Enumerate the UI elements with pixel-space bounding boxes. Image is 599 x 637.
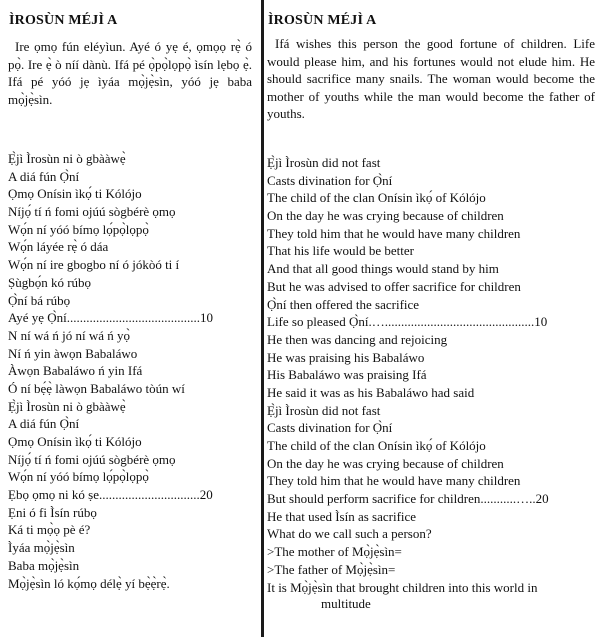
yoruba-verses	[8, 150, 258, 592]
verse-line: >The mother of Mọ̀jẹ̀sìn=	[267, 544, 402, 560]
verse-line: Ẹ̀jì Ìrosùn did not fast	[267, 402, 381, 418]
verse-line: They told him that he would have many children	[267, 225, 521, 241]
verse-line: A diá fún Ọ̀ní	[8, 168, 80, 184]
verse-line: What do we call such a person?	[267, 526, 432, 542]
verse-line: The child of the clan Onísin ìkọ́ of Kólójo	[267, 190, 486, 206]
verse-line: The child of the clan Onísin ìkọ́ of Kólójo	[267, 438, 486, 453]
verse-line: Ẹni ó fi Ìsín rúbọ	[8, 504, 97, 520]
verse-line: Ẹbọ ọmọ ni kó ṣe...............................20	[8, 487, 213, 503]
verse-line: Ẹ̀jì Ìrosùn did not fast	[267, 155, 381, 170]
verse-line: A diá fún Ọ̀ní	[8, 416, 80, 432]
yoruba-column	[0, 0, 261, 637]
verse-line: Ẹ̀jì Ìrosùn ni ò gbààwẹ̀	[8, 398, 126, 414]
verse-line: Ẹ̀jì Ìrosùn ni ò gbààwẹ̀	[8, 151, 126, 166]
verse-line: Wọ́n ní yóó bímọ lọ́pọ̀lọpọ̀	[8, 221, 149, 237]
verse-line: Wọ́n láyée rẹ̀ ó dáa	[8, 239, 109, 255]
verse-line: Life so pleased Ọ̀ní.…..............................................10	[267, 314, 548, 330]
verse-line: Baba mọ̀jẹ̀sìn	[8, 557, 80, 573]
verse-line: But he was advised to offer sacrifice for children	[267, 278, 521, 294]
verse-line-final-cont: multitude	[321, 595, 371, 611]
verse-line: But should perform sacrifice for children...........…..20	[267, 491, 549, 507]
english-title: ÌROSÙN MÉJÌ A	[268, 13, 377, 28]
verse-line: Níjọ́ tí ń fomi ojúú sògbérè ọmọ	[8, 451, 176, 467]
verse-line: Ọmọ Onísin ìkọ́ ti Kólójo	[8, 186, 142, 202]
verse-line: And that all good things would stand by him	[267, 261, 499, 277]
verse-line: On the day he was crying because of children	[267, 455, 504, 471]
verse-line-final-first: It is Mọ̀jẹ̀sìn that brought children into this world in	[267, 579, 538, 595]
verse-line: On the day he was crying because of children	[267, 208, 504, 224]
verse-line: Ká ti mọ̀ọ pè é?	[8, 522, 91, 538]
verse-line: Ayé yẹ Ọ̀ní.........................................10	[8, 310, 213, 326]
verse-line: He that used Ìsín as sacrifice	[267, 508, 417, 524]
yoruba-title: ÌROSÙN MÉJÌ A	[9, 13, 118, 28]
verse-line: His Babaláwo was praising Ifá	[267, 367, 427, 383]
verse-line: Casts divination for Ọ̀ní	[267, 420, 393, 436]
verse-line: Ṣùgbọ́n kó rúbọ	[8, 274, 92, 290]
verse-line: Ọ̀ní bá rúbọ	[8, 292, 71, 308]
verse-line: Wọ́n ní ire gbogbo ní ó jókòó ti í	[8, 257, 180, 273]
verse-line: Casts divination for Ọ̀ní	[267, 172, 393, 188]
verse-line: Ìyáa mọ̀jẹ̀sìn	[8, 540, 75, 556]
verse-line: >The father of Mọ̀jẹ̀sìn=	[267, 561, 396, 577]
verse-line: Ní ń yin àwọn Babaláwo	[8, 345, 138, 361]
verse-line: Níjọ́ tí ń fomi ojúú sògbérè ọmọ	[8, 204, 176, 220]
english-intro: Ifá wishes this person the good fortune of children. Life would please him, and his fortunes would not elude him. He should sacrifice many snails. The woman would become the mother of youths while the man would become the father of youths.	[267, 36, 595, 121]
verse-line: Mọ̀jẹ̀sìn ló kọ́mọ délẹ̀ yí bẹ̀ẹ̀rẹ̀.	[8, 575, 170, 591]
verse-line: He then was dancing and rejoicing	[267, 331, 448, 347]
yoruba-intro: Ire ọmọ fún eléyìun. Ayé ó yẹ é, ọmọọ rẹ̀ ó pọ̀. Ire ẹ̀ ò níí dànù. Ifá pé ọ̀pọ̀lọpọ̀ ìsín lẹbọ ẹ̀. Ifá pé yóó jẹ ìyáa mọ̀jẹ̀sìn, yóó jẹ baba mọ̀jẹ̀sìn.	[8, 39, 252, 107]
verse-line-final	[267, 579, 597, 612]
verse-line: That his life would be better	[267, 243, 414, 259]
verse-line: He said it was as his Babaláwo had said	[267, 384, 475, 400]
verse-line: They told him that he would have many children	[267, 473, 521, 489]
verse-line: Àwọn Babaláwo ń yin Ifá	[8, 363, 143, 379]
english-column	[264, 0, 599, 637]
verse-line: Wọ́n ní yóó bímọ lọ́pọ̀lọpọ̀	[8, 469, 149, 485]
english-verses	[267, 154, 597, 612]
verse-line: Ọmọ Onísin ìkọ́ ti Kólójo	[8, 434, 142, 449]
verse-line: Ọ̀ní then offered the sacrifice	[267, 296, 420, 312]
verse-line: Ó ní bẹ́ẹ̀ làwọn Babaláwo tòún wí	[8, 380, 185, 396]
verse-line: He was praising his Babaláwo	[267, 349, 425, 365]
verse-line: N ní wá ń jó ní wá ń yọ̀	[8, 327, 131, 343]
